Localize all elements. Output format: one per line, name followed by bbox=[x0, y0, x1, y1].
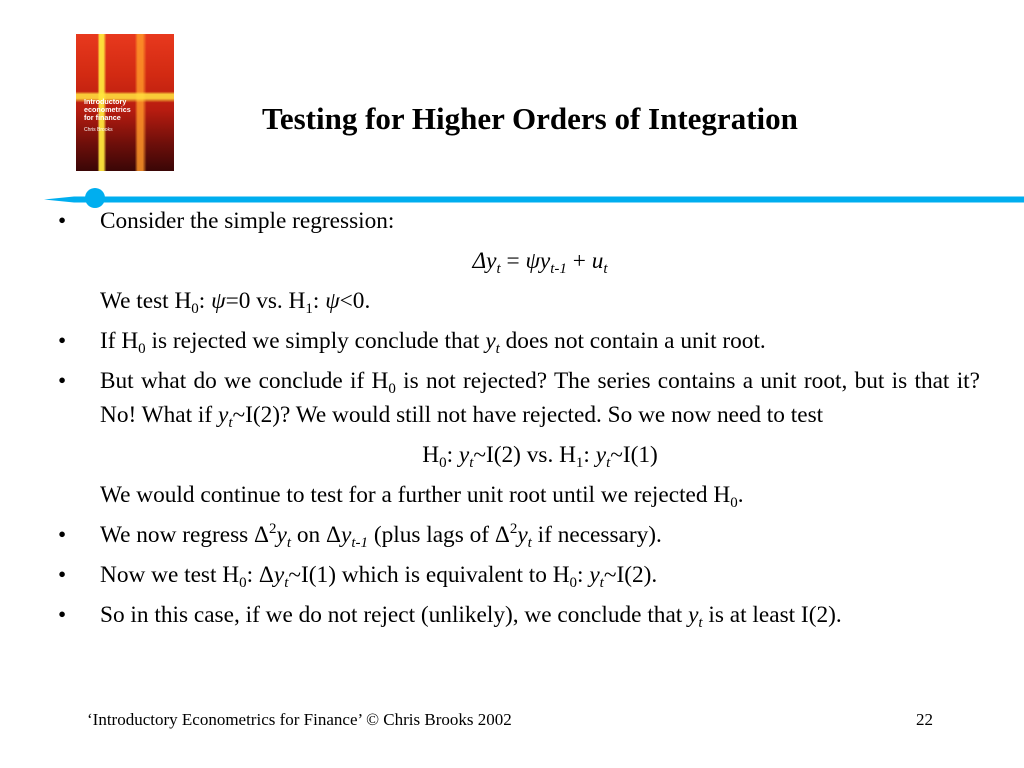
bullet-rejected: • If $H_0$ is rejected we simply conclude that $y_t$ does not contain a unit root. bbox=[58, 324, 980, 358]
divider-line bbox=[44, 197, 1024, 203]
title-divider bbox=[44, 196, 1024, 203]
book-cover-image bbox=[76, 34, 174, 171]
bullet-regression: • Consider the simple regression: bbox=[58, 204, 980, 238]
equation-hypotheses: $H_0$: $y_t\sim I(2)$ vs. $H_1$: $y_t\sim I(1)$ bbox=[422, 442, 658, 471]
bullet-conclusion: • So in this case, if we do not reject (unlikely), we conclude that $y_t$ is at least I(2). bbox=[58, 598, 980, 632]
bullet-regress: • We now regress $\Delta^2y_t$ on $\Delta y_{t-1}$ (plus lags of $\Delta^2y_t$ if necessary). bbox=[58, 518, 980, 552]
equation-regression: $\Delta y_t = \psi y_{t-1} + u_t$ bbox=[472, 248, 608, 277]
page-number: 22 bbox=[916, 710, 933, 729]
hypothesis-line: We test $H_0$: ψ=0 vs. $H_1$: ψ<0. bbox=[100, 288, 371, 317]
footer-copyright: ‘Introductory Econometrics for Finance’ © Chris Brooks 2002 bbox=[87, 710, 512, 729]
book-cover-title: Introductory econometrics for finance bbox=[84, 97, 131, 122]
bullet-now-test: • Now we test $H_0$: $\Delta y_t\sim I(1)$ which is equivalent to $H_0$: $y_t\sim I(2)$. bbox=[58, 558, 980, 592]
slide-body bbox=[58, 204, 980, 632]
bullet-not-rejected: • But what do we conclude if $H_0$ is not rejected? The series contains a unit root, but is that it? No! What if $y_t\sim I(2)$? We would still not have rejected. So we now need to test bbox=[58, 364, 980, 432]
slide-title: Testing for Higher Orders of Integration bbox=[262, 101, 798, 136]
book-cover-author: Chris Brooks bbox=[84, 127, 113, 133]
continue-line: We would continue to test for a further unit root until we rejected $H_0$. bbox=[100, 482, 744, 511]
